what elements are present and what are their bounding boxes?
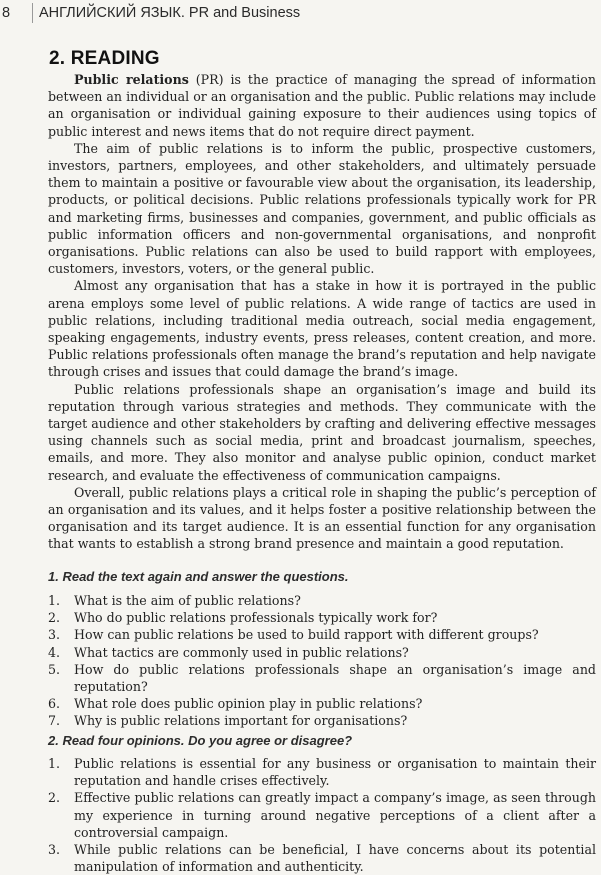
task-1-question-list [48, 592, 596, 730]
opinion-number: 3. [48, 842, 61, 858]
opinion-text: While public relations can be beneficial, I have concerns about its potential manipulation of information and authenticity. [74, 842, 596, 875]
page-number: 8 [2, 5, 11, 21]
question-item [48, 626, 596, 643]
question-item [48, 712, 596, 729]
question-number: 2. [48, 610, 61, 626]
reading-paragraph-5: Overall, public relations plays a critical role in shaping the public’s perception of an organisation and its values, and it helps foster a positive relationship between the organisation and its target audience. It is an essential function for any organisation that wants to establish a strong brand presence and maintain a good reputation. [48, 484, 596, 552]
question-number: 7. [48, 713, 61, 729]
question-item [48, 644, 596, 661]
opinion-item [48, 841, 596, 875]
reading-text [48, 71, 596, 553]
question-text: Who do public relations professionals typically work for? [74, 610, 438, 626]
question-text: What is the aim of public relations? [74, 593, 301, 608]
page-header [0, 2, 300, 24]
question-item [48, 695, 596, 712]
opinion-number: 2. [48, 790, 61, 806]
question-number: 4. [48, 644, 61, 660]
question-number: 3. [48, 627, 61, 643]
question-text: How can public relations be used to build rapport with different groups? [74, 627, 539, 643]
paragraph-text: (PR) is the practice of managing the spread of information between an individual or an organisation and the public. Public relations may include an organisation or individual gaining exposure to their audiences using topics of public interest and news items that do not require direct payment. [48, 72, 596, 139]
opinion-text: Public relations is essential for any business or organisation to maintain their reputation and handle crises effectively. [74, 756, 596, 789]
question-number: 5. [48, 661, 61, 677]
key-term: Public relations [74, 72, 189, 87]
question-item [48, 609, 596, 626]
question-item [48, 661, 596, 695]
question-text: Why is public relations important for organisations? [74, 713, 408, 729]
question-number: 1. [48, 593, 61, 608]
opinion-text: Effective public relations can greatly impact a company’s image, as seen through my experience in turning around negative perceptions of a client after a controversial campaign. [74, 790, 596, 840]
question-item [48, 592, 596, 609]
question-text: What role does public opinion play in public relations? [74, 696, 423, 712]
task-2-opinion-list [48, 755, 596, 875]
section-title: 2. READING [49, 48, 160, 69]
header-divider [32, 3, 33, 23]
reading-paragraph-2: The aim of public relations is to inform the public, prospective customers, investors, partners, employees, and other stakeholders, and ultimately persuade them to maintain a positive or favourable view about the organisation, its leadership, products, or political decisions. Public relations professionals typically work for PR and marketing firms, businesses and companies, government, and public officials as public information officers and non-governmental organisations, and nonprofit organisations. Public relations can also be used to build rapport with employees, customers, investors, voters, or the general public. [48, 140, 596, 277]
question-number: 6. [48, 696, 61, 712]
question-text: What tactics are commonly used in public relations? [74, 644, 409, 660]
opinion-item [48, 789, 596, 841]
reading-paragraph-1 [48, 71, 596, 140]
question-text: How do public relations professionals shape an organisation’s image and reputation? [74, 661, 596, 695]
reading-paragraph-4: Public relations professionals shape an organisation’s image and build its reputation through various strategies and methods. They communicate with the target audience and other stakeholders by crafting and delivering effective messages using channels such as social media, print and broadcast journalism, speeches, emails, and more. They also monitor and analyse public opinion, conduct market research, and evaluate the effectiveness of communication campaigns. [48, 381, 596, 483]
opinion-item [48, 755, 596, 789]
task-2-heading: 2. Read four opinions. Do you agree or disagree? [48, 733, 353, 748]
opinion-number: 1. [48, 756, 61, 771]
task-1-heading: 1. Read the text again and answer the questions. [48, 569, 349, 584]
book-title: АНГЛИЙСКИЙ ЯЗЫК. PR and Business [39, 5, 301, 21]
reading-paragraph-3: Almost any organisation that has a stake in how it is portrayed in the public arena employs some level of public relations. A wide range of tactics are used in public relations, including traditional media outreach, social media engagement, speaking engagements, industry events, press releases, content creation, and more. Public relations professionals often manage the brand’s reputation and help navigate through crises and issues that could damage the brand’s image. [48, 278, 596, 380]
